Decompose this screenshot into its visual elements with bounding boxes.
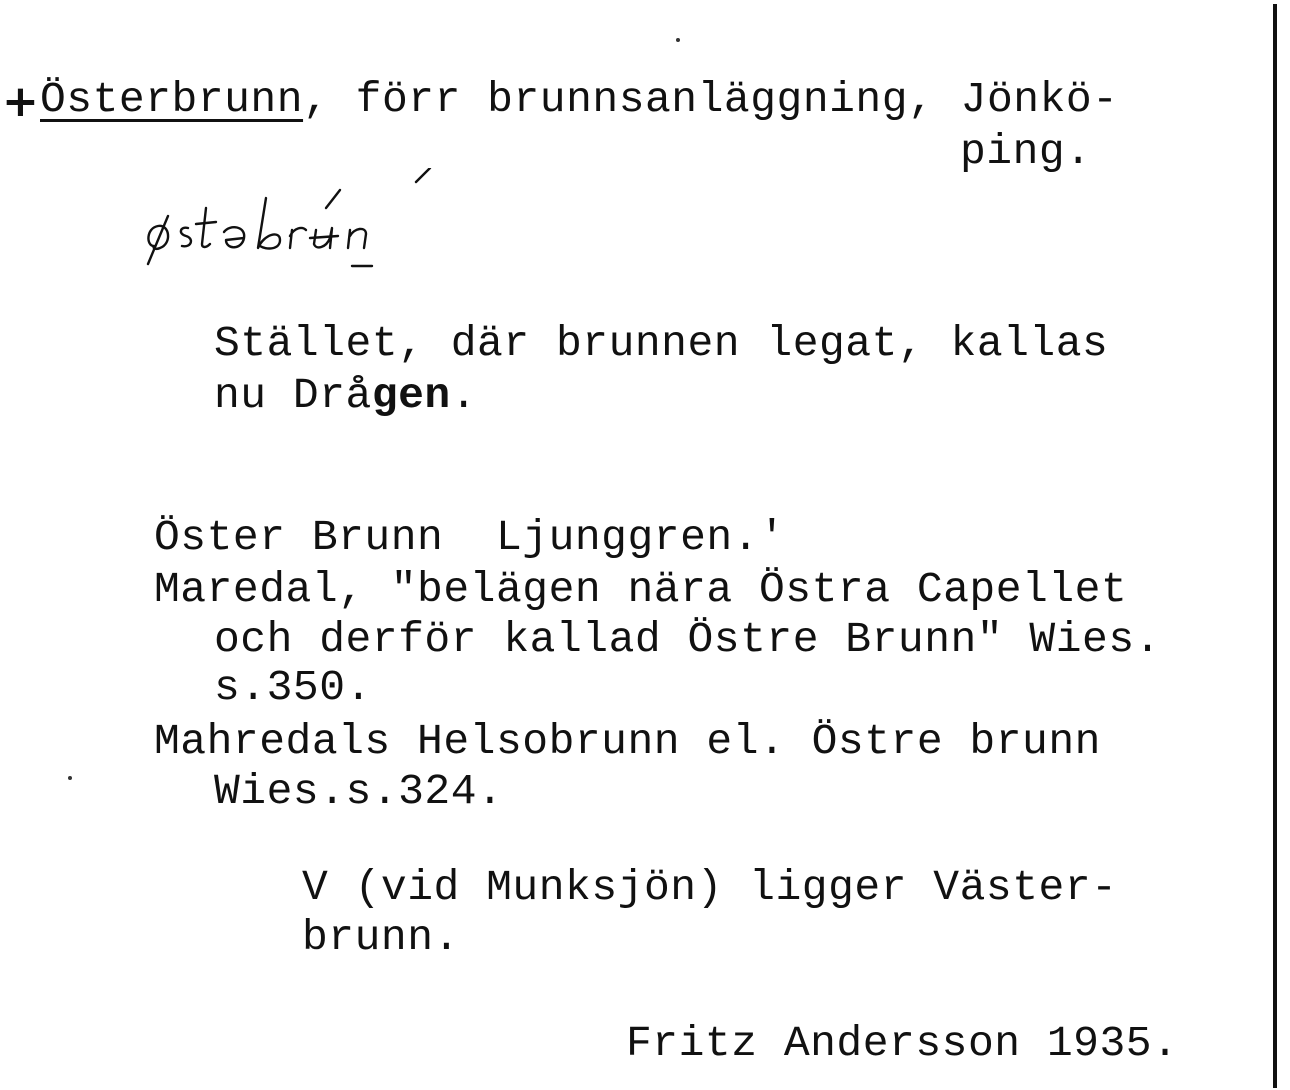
handwritten-phonetic [140, 168, 470, 278]
header-description: , förr brunnsanläggning, Jönkö- [303, 75, 1119, 124]
card-edge-line [1273, 4, 1277, 1088]
signature: Fritz Andersson 1935. [626, 1019, 1179, 1068]
speck [68, 776, 72, 780]
description-text: nu Drå [214, 371, 372, 420]
description-line-2 [214, 371, 478, 420]
description-line-1: Stället, där brunnen legat, kallas [214, 319, 1109, 368]
source-1: Öster Brunn Ljunggren.' [154, 513, 786, 562]
note-line-1: V (vid Munksjön) ligger Väster- [302, 863, 1118, 912]
note-line-2: brunn. [302, 913, 460, 962]
description-period: . [450, 371, 478, 420]
header-line [40, 75, 1119, 124]
header-continuation: ping. [960, 127, 1092, 176]
headword: Österbrunn [40, 75, 304, 124]
source-2-line-3: s.350. [214, 663, 372, 712]
source-3-line-1: Mahredals Helsobrunn el. Östre brunn [154, 717, 1101, 766]
source-3-line-2: Wies.s.324. [214, 767, 504, 816]
description-name: gen [371, 371, 451, 420]
speck [676, 38, 680, 42]
source-2-line-2: och derför kallad Östre Brunn" Wies. [214, 615, 1161, 664]
source-2-line-1: Maredal, "belägen nära Östra Capellet [154, 565, 1128, 614]
cross-mark: + [2, 76, 39, 127]
